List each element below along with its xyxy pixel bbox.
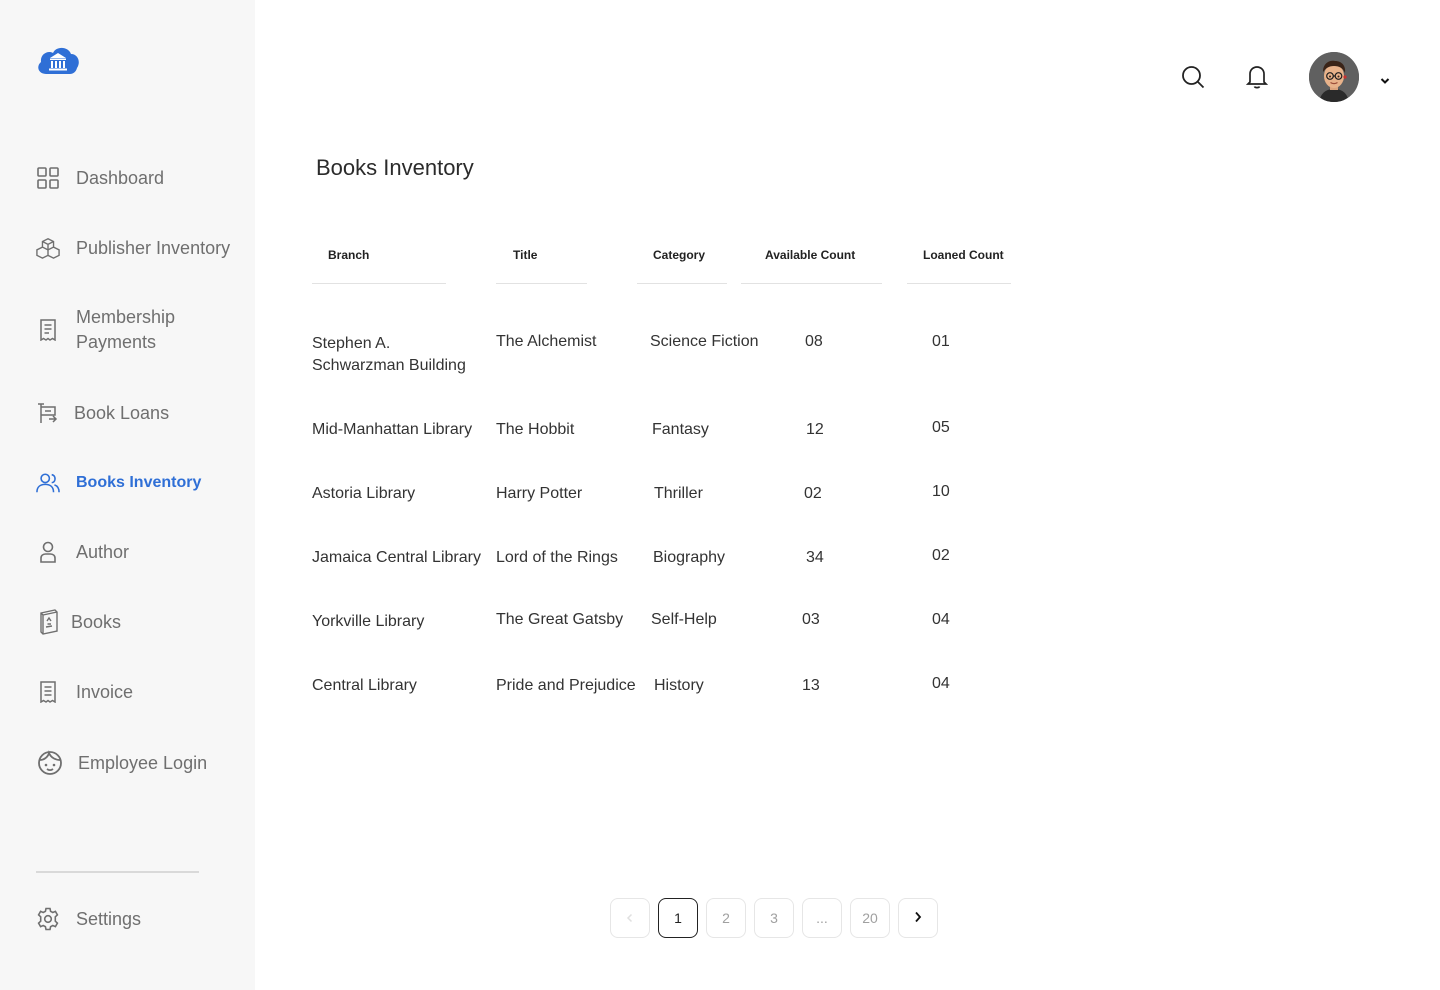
chevron-right-icon [914, 910, 922, 926]
settings-label: Settings [76, 908, 142, 929]
sidebar-item-author[interactable] [36, 540, 129, 564]
invoice-icon [36, 680, 60, 704]
receipt-icon [36, 318, 60, 342]
header-underline [637, 283, 727, 284]
cell-title: The Hobbit [496, 421, 575, 438]
column-header-branch[interactable]: Branch [328, 248, 370, 262]
sidebar-item-publisher-inventory[interactable] [36, 236, 230, 260]
cell-title: Lord of the Rings [496, 549, 618, 566]
sidebar-item-label: Books Inventory [76, 474, 202, 491]
page-button-20[interactable]: 20 [850, 898, 890, 938]
header-underline [496, 283, 587, 284]
cell-category: History [654, 677, 704, 694]
sidebar-item-books[interactable] [36, 610, 121, 634]
page-button-1[interactable]: 1 [658, 898, 698, 938]
sidebar-divider [36, 871, 199, 873]
sidebar-item-label: Books [71, 611, 122, 632]
sidebar-item-label: Book Loans [74, 402, 170, 423]
page-button-3[interactable]: 3 [754, 898, 794, 938]
sidebar-item-books-inventory[interactable] [36, 471, 201, 495]
chevron-down-icon[interactable] [1380, 72, 1390, 90]
user-avatar[interactable] [1309, 52, 1359, 102]
sidebar-item-label: Invoice [76, 681, 134, 702]
page-title: Books Inventory [316, 155, 474, 180]
boxes-icon [36, 236, 60, 260]
sidebar-item-label: Membership Payments [76, 307, 176, 352]
search-icon[interactable] [1181, 65, 1205, 94]
employee-face-icon [36, 749, 64, 777]
gear-icon [36, 907, 60, 931]
sidebar-item-dashboard[interactable] [36, 166, 164, 190]
header-underline [312, 283, 446, 284]
cell-available-count: 03 [802, 611, 820, 628]
cell-available-count: 34 [806, 549, 824, 566]
cell-available-count: 13 [802, 677, 820, 694]
sidebar-item-settings[interactable] [36, 907, 141, 931]
bell-icon[interactable] [1246, 64, 1268, 95]
page-button-2[interactable]: 2 [706, 898, 746, 938]
column-header-loaned-count[interactable]: Loaned Count [923, 248, 1004, 262]
cell-title: The Great Gatsby [496, 611, 624, 628]
sidebar-item-label: Publisher Inventory [76, 237, 231, 258]
sidebar-item-label: Employee Login [78, 752, 208, 773]
cell-loaned-count: 01 [932, 333, 950, 350]
cell-category: Biography [653, 549, 726, 566]
cell-loaned-count: 04 [932, 675, 950, 692]
chevron-left-icon [626, 910, 634, 926]
column-header-title[interactable]: Title [513, 248, 538, 262]
cell-title: Pride and Prejudice [496, 677, 636, 694]
sidebar-item-membership-payments[interactable] [36, 305, 175, 355]
prev-page-button[interactable] [610, 898, 650, 938]
cell-category: Science Fiction [650, 333, 759, 350]
user-icon [36, 540, 60, 564]
cell-category: Fantasy [652, 421, 709, 438]
cell-available-count: 12 [806, 421, 824, 438]
next-page-button[interactable] [898, 898, 938, 938]
sidebar-item-label: Author [76, 541, 130, 562]
cell-loaned-count: 02 [932, 547, 950, 564]
cell-branch: Stephen A. Schwarzman Building [312, 335, 466, 374]
sidebar-item-label: Dashboard [76, 167, 165, 188]
cell-available-count: 08 [805, 333, 823, 350]
cell-loaned-count: 04 [932, 611, 950, 628]
sidebar-item-book-loans[interactable] [36, 401, 169, 425]
sidebar-item-employee-login[interactable] [36, 749, 207, 777]
header-underline [741, 283, 882, 284]
cell-title: Harry Potter [496, 485, 583, 502]
cell-branch: Yorkville Library [312, 613, 425, 630]
transfer-icon [36, 401, 60, 425]
cell-branch: Mid-Manhattan Library [312, 421, 473, 438]
cell-loaned-count: 10 [932, 483, 950, 500]
grid-icon [36, 166, 60, 190]
cell-branch: Central Library [312, 677, 417, 694]
column-header-available-count[interactable]: Available Count [765, 248, 856, 262]
page-ellipsis: ... [802, 898, 842, 938]
cell-title: The Alchemist [496, 333, 597, 350]
sidebar-item-invoice[interactable] [36, 680, 133, 704]
sidebar [0, 0, 255, 990]
column-header-category[interactable]: Category [653, 248, 706, 262]
cell-branch: Jamaica Central Library [312, 549, 481, 566]
cell-category: Thriller [654, 485, 703, 502]
header-underline [907, 283, 1011, 284]
cell-branch: Astoria Library [312, 485, 416, 502]
book-icon [36, 610, 60, 634]
cell-loaned-count: 05 [932, 419, 950, 436]
cell-available-count: 02 [804, 485, 822, 502]
library-cloud-logo[interactable] [36, 44, 80, 78]
cell-category: Self-Help [651, 611, 717, 628]
users-icon [36, 471, 60, 495]
